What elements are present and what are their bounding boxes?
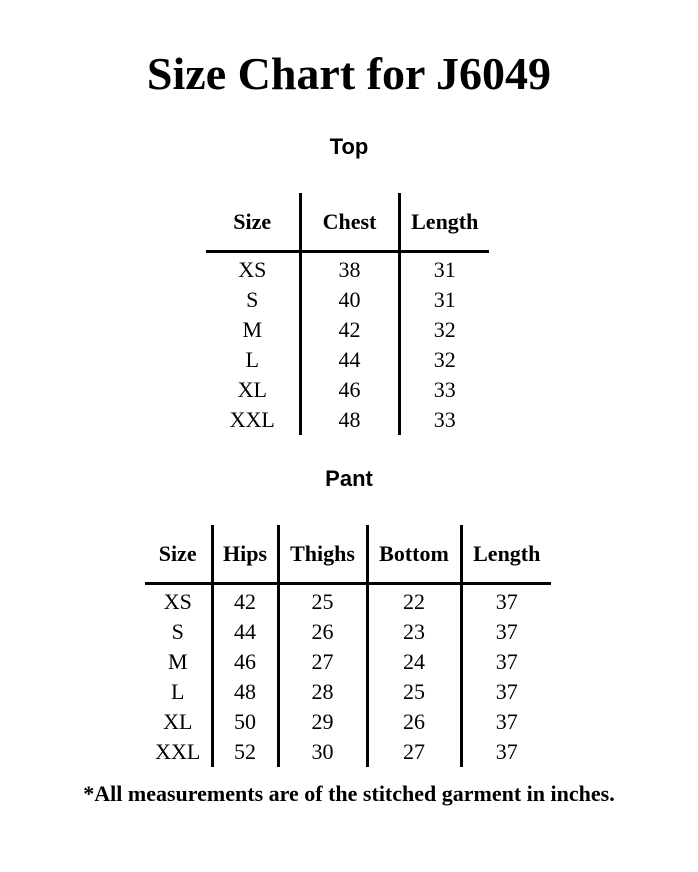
table-row xyxy=(145,737,551,767)
top-header-chest: Chest xyxy=(300,193,399,252)
pant-cell-size: M xyxy=(145,647,212,677)
table-row xyxy=(206,315,489,345)
pant-cell-length: 37 xyxy=(495,619,518,644)
pant-cell-thighs: 30 xyxy=(278,737,367,767)
measurement-footnote: *All measurements are of the stitched garment in inches. xyxy=(83,781,615,806)
pant-cell-size: XS xyxy=(145,584,212,618)
pant-cell-bottom: 23 xyxy=(367,617,461,647)
table-row xyxy=(145,677,551,707)
top-size-table xyxy=(206,193,489,435)
top-cell-size: M xyxy=(206,315,300,345)
table-row xyxy=(206,285,489,315)
top-cell-size: XL xyxy=(206,375,300,405)
pant-size-table xyxy=(145,525,551,767)
pant-header-row xyxy=(145,525,551,584)
top-cell-chest: 44 xyxy=(300,345,399,375)
pant-cell-thighs: 26 xyxy=(278,617,367,647)
top-cell-length: 33 xyxy=(433,377,456,402)
top-cell-length: 31 xyxy=(433,287,456,312)
pant-cell-hips: 44 xyxy=(212,617,278,647)
pant-cell-thighs: 27 xyxy=(278,647,367,677)
top-cell-length: 32 xyxy=(433,317,456,342)
table-row xyxy=(206,405,489,435)
pant-cell-bottom: 24 xyxy=(367,647,461,677)
top-cell-size: XXL xyxy=(206,405,300,435)
page-title: Size Chart for J6049 xyxy=(146,48,552,99)
pant-cell-bottom: 22 xyxy=(367,584,461,618)
pant-cell-hips: 42 xyxy=(212,584,278,618)
top-cell-length: 31 xyxy=(433,257,456,282)
pant-header-thighs: Thighs xyxy=(278,525,367,584)
pant-cell-length: 37 xyxy=(495,739,518,764)
pant-cell-hips: 50 xyxy=(212,707,278,737)
top-header-length: Length xyxy=(399,193,489,252)
top-cell-size: S xyxy=(206,285,300,315)
pant-cell-length: 37 xyxy=(495,649,518,674)
top-section-label: Top xyxy=(329,134,369,159)
top-cell-size: XS xyxy=(206,252,300,286)
top-cell-chest: 38 xyxy=(300,252,399,286)
pant-cell-hips: 48 xyxy=(212,677,278,707)
top-header-size: Size xyxy=(206,193,300,252)
table-row xyxy=(206,375,489,405)
top-cell-chest: 46 xyxy=(300,375,399,405)
pant-cell-size: XL xyxy=(145,707,212,737)
pant-cell-length: 37 xyxy=(495,679,518,704)
pant-cell-thighs: 29 xyxy=(278,707,367,737)
pant-header-length: Length xyxy=(461,525,551,584)
table-row xyxy=(145,584,551,618)
pant-header-hips: Hips xyxy=(212,525,278,584)
pant-cell-size: XXL xyxy=(145,737,212,767)
table-row xyxy=(145,707,551,737)
pant-cell-size: S xyxy=(145,617,212,647)
top-cell-chest: 42 xyxy=(300,315,399,345)
pant-cell-hips: 52 xyxy=(212,737,278,767)
pant-cell-bottom: 26 xyxy=(367,707,461,737)
top-cell-chest: 48 xyxy=(300,405,399,435)
pant-cell-length: 37 xyxy=(495,589,518,614)
pant-section-label: Pant xyxy=(325,466,373,491)
top-cell-size: L xyxy=(206,345,300,375)
pant-header-bottom: Bottom xyxy=(367,525,461,584)
pant-cell-bottom: 27 xyxy=(367,737,461,767)
top-cell-length: 32 xyxy=(433,347,456,372)
pant-cell-length: 37 xyxy=(495,709,518,734)
top-cell-chest: 40 xyxy=(300,285,399,315)
table-row xyxy=(206,345,489,375)
table-row xyxy=(145,617,551,647)
pant-header-size: Size xyxy=(145,525,212,584)
pant-cell-thighs: 25 xyxy=(278,584,367,618)
pant-cell-bottom: 25 xyxy=(367,677,461,707)
pant-cell-thighs: 28 xyxy=(278,677,367,707)
table-row xyxy=(145,647,551,677)
pant-cell-hips: 46 xyxy=(212,647,278,677)
top-header-row xyxy=(206,193,489,252)
table-row xyxy=(206,252,489,286)
top-cell-length: 33 xyxy=(433,407,456,432)
pant-cell-size: L xyxy=(145,677,212,707)
